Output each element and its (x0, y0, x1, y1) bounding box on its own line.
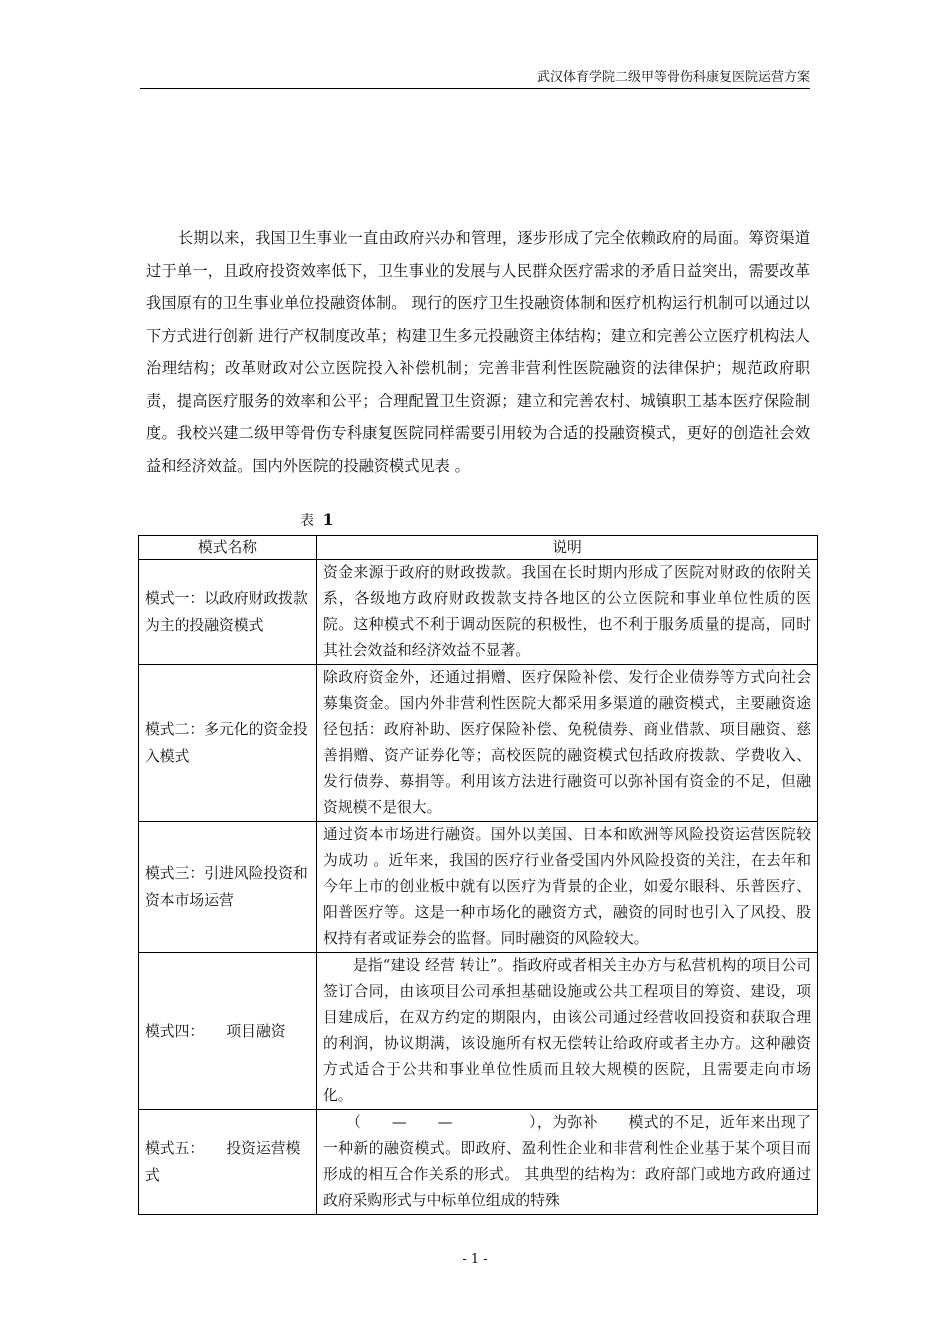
caption-prefix: 表 (300, 513, 314, 529)
mode-name-cell: 模式一：以政府财政拨款为主的投融资模式 (139, 560, 317, 665)
mode-desc-cell: 是指“建设 经营 转让”。指政府或者相关主办方与私营机构的项目公司签订合同，由该项目公司承担基础设施或公共工程项目的筹资、建设，项目建成后，在双方约定的期限内，由该公司通过经营收回投资和获取合理的利润，协议期满，该设施所有权无偿转让给政府或者主办方。这种融资方式适合于公共和事业单位性质而且较大规模的医院，且需要走向市场化。 (317, 953, 818, 1110)
column-header-desc: 说明 (317, 536, 818, 560)
mode-name-cell: 模式四： 项目融资 (139, 953, 317, 1110)
table-caption (300, 510, 374, 530)
financing-modes-table (138, 535, 818, 1215)
table-row (139, 665, 818, 822)
header-title: 武汉体育学院二级甲等骨伤科康复医院运营方案 (536, 70, 810, 85)
body-paragraph: 长期以来，我国卫生事业一直由政府兴办和管理，逐步形成了完全依赖政府的局面。筹资渠道过于单一，且政府投资效率低下，卫生事业的发展与人民群众医疗需求的矛盾日益突出，需要改革我国原有的卫生事业单位投融资体制。 现行的医疗卫生投融资体制和医疗机构运行机制可以通过以下方式进行创新 进行产权制度改革；构建卫生多元投融资主体结构；建立和完善公立医疗机构法人治理结构；改革财政对公立医院投入补偿机制；完善非营利性医院融资的法律保护；规范政府职责，提高医疗服务的效率和公平；合理配置卫生资源；建立和完善农村、城镇职工基本医疗保险制度。我校兴建二级甲等骨伤专科康复医院同样需要引用较为合适的投融资模式，更好的创造社会效益和经济效益。国内外医院的投融资模式见表 。 (146, 229, 810, 475)
table-header-row (139, 536, 818, 560)
page-number: - 1 - (462, 1252, 488, 1267)
mode-name-cell: 模式二：多元化的资金投入模式 (139, 665, 317, 822)
caption-number: 1 (322, 510, 334, 529)
table-row (139, 1110, 818, 1215)
mode-desc-cell: （ — — ），为弥补 模式的不足，近年来出现了一种新的融资模式。即政府、盈利性企业和非营利性企业基于某个项目而形成的相互合作关系的形式。 其典型的结构为：政府部门或地方政府通过政府采购形式与中标单位组成的特殊 (317, 1110, 818, 1215)
table-row (139, 953, 818, 1110)
table-row (139, 560, 818, 665)
mode-desc-cell: 除政府资金外，还通过捐赠、医疗保险补偿、发行企业债券等方式向社会募集资金。国内外非营利性医院大都采用多渠道的融资模式，主要融资途径包括：政府补助、医疗保险补偿、免税债券、商业借款、项目融资、慈善捐赠、资产证券化等；高校医院的融资模式包括政府拨款、学费收入、发行债券、募捐等。利用该方法进行融资可以弥补国有资金的不足，但融资规模不是很大。 (317, 665, 818, 822)
column-header-mode: 模式名称 (139, 536, 317, 560)
mode-desc-cell: 资金来源于政府的财政拨款。我国在长时期内形成了医院对财政的依附关系，各级地方政府财政拨款支持各地区的公立医院和事业单位性质的医院。这种模式不利于调动医院的积极性，也不利于服务质量的提高，同时其社会效益和经济效益不显著。 (317, 560, 818, 665)
mode-name-cell: 模式五： 投资运营模式 (139, 1110, 317, 1215)
mode-desc-cell: 通过资本市场进行融资。国外以美国、日本和欧洲等风险投资运营医院较为成功 。近年来，我国的医疗行业备受国内外风险投资的关注，在去年和今年上市的创业板中就有以医疗为背景的企业，如爱尔眼科、乐普医疗、阳普医疗等。这是一种市场化的融资方式，融资的同时也引入了风投、股权持有者或证券会的监督。同时融资的风险较大。 (317, 822, 818, 953)
page-header (140, 64, 810, 89)
mode-name-cell: 模式三：引进风险投资和资本市场运营 (139, 822, 317, 953)
table-row (139, 822, 818, 953)
